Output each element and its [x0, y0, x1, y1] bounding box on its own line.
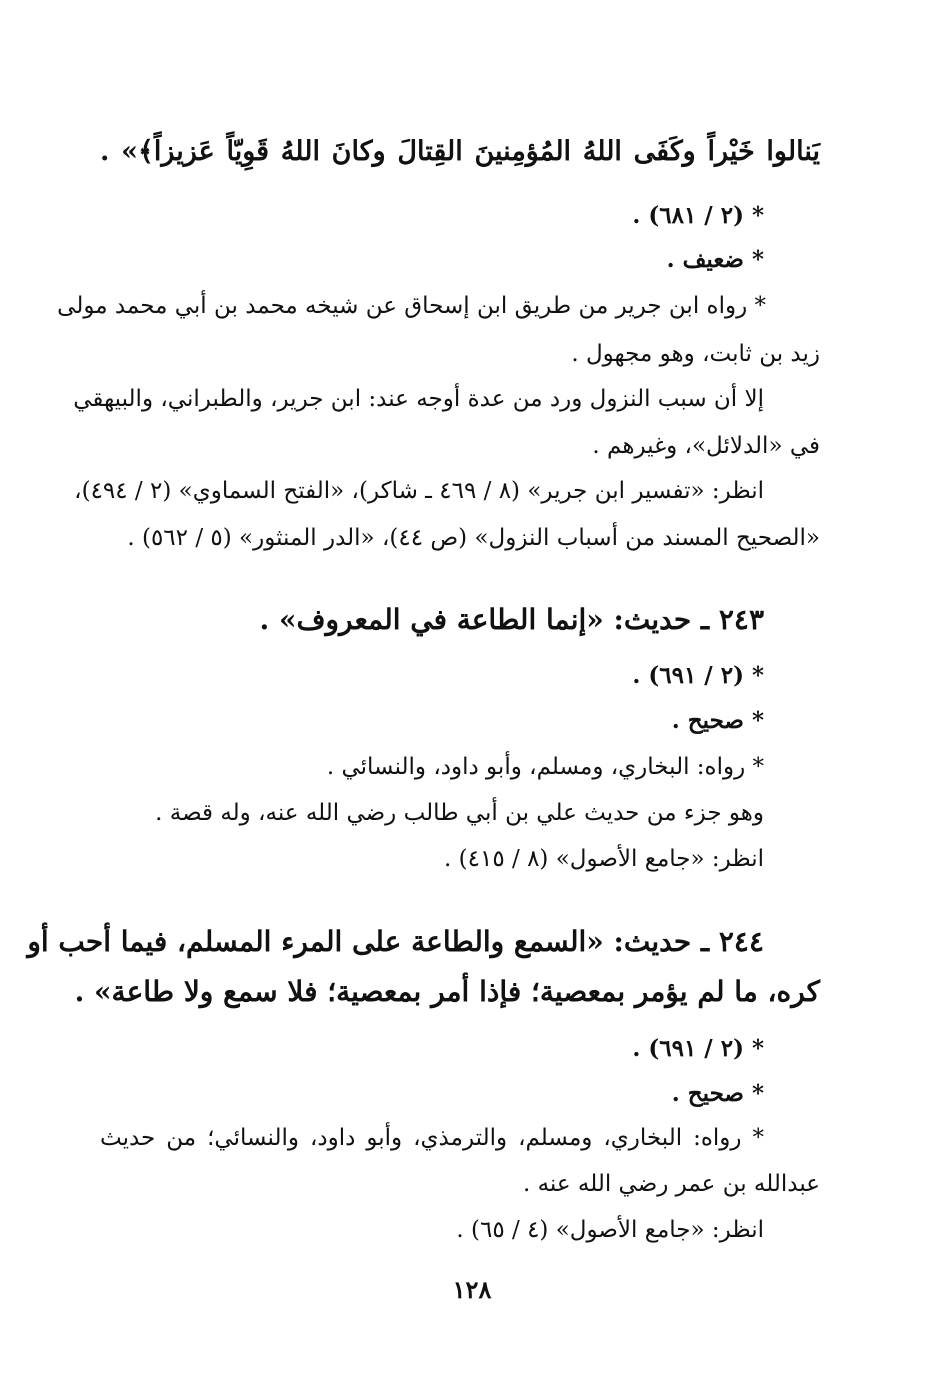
hadith-grade: * ضعيف .: [666, 246, 764, 273]
takhrij-paragraph: عبدالله بن عمر رضي الله عنه .: [522, 1171, 820, 1197]
note-paragraph: إلا أن سبب النزول ورد من عدة أوجه عند: ابن جرير، والطبراني، والبيهقي: [73, 386, 764, 412]
references-line: انظر: «جامع الأصول» (٨ / ٤١٥) .: [444, 846, 764, 872]
note-paragraph: وهو جزء من حديث علي بن أبي طالب رضي الله عنه، وله قصة .: [155, 800, 764, 826]
note-paragraph: في «الدلائل»، وغيرهم .: [592, 433, 820, 459]
quran-verse-continuation: يَنالوا خَيْراً وكَفَى اللهُ المُؤمِنينَ القِتالَ وكانَ اللهُ قَوِيّاً عَزيزاً﴾» .: [100, 136, 820, 167]
references-line: انظر: «تفسير ابن جرير» (٨ / ٤٦٩ ـ شاكر)، «الفتح السماوي» (٢ / ٤٩٤)،: [74, 478, 764, 504]
takhrij-paragraph: * رواه: البخاري، ومسلم، والترمذي، وأبو داود، والنسائي؛ من حديث: [100, 1125, 764, 1151]
hadith-grade: * صحيح .: [671, 707, 764, 734]
hadith-heading-244-continued: كره، ما لم يؤمر بمعصية؛ فإذا أمر بمعصية؛ فلا سمع ولا طاعة» .: [74, 975, 820, 1008]
references-line: «الصحيح المسند من أسباب النزول» (ص ٤٤)، «الدر المنثور» (٥ / ٥٦٢) .: [127, 525, 820, 551]
hadith-grade: * صحيح .: [671, 1080, 764, 1107]
references-line: انظر: «جامع الأصول» (٤ / ٦٥) .: [456, 1217, 764, 1243]
takhrij-paragraph: * رواه ابن جرير من طريق ابن إسحاق عن شيخه محمد بن أبي محمد مولى: [57, 293, 766, 319]
takhrij-paragraph: * رواه: البخاري، ومسلم، وأبو داود، والنسائي .: [326, 754, 764, 780]
hadith-heading-244: ٢٤٤ ـ حديث: «السمع والطاعة على المرء المسلم، فيما أحب أو: [27, 925, 764, 958]
hadith-reference: * (٢ / ٦٩١) .: [632, 662, 764, 689]
hadith-reference: * (٢ / ٦٩١) .: [632, 1035, 764, 1062]
page-number: ١٢٨: [452, 1275, 492, 1304]
hadith-reference: * (٢ / ٦٨١) .: [632, 202, 764, 229]
takhrij-paragraph: زيد بن ثابت، وهو مجهول .: [571, 341, 820, 367]
hadith-heading-243: ٢٤٣ ـ حديث: «إنما الطاعة في المعروف» .: [259, 603, 764, 636]
